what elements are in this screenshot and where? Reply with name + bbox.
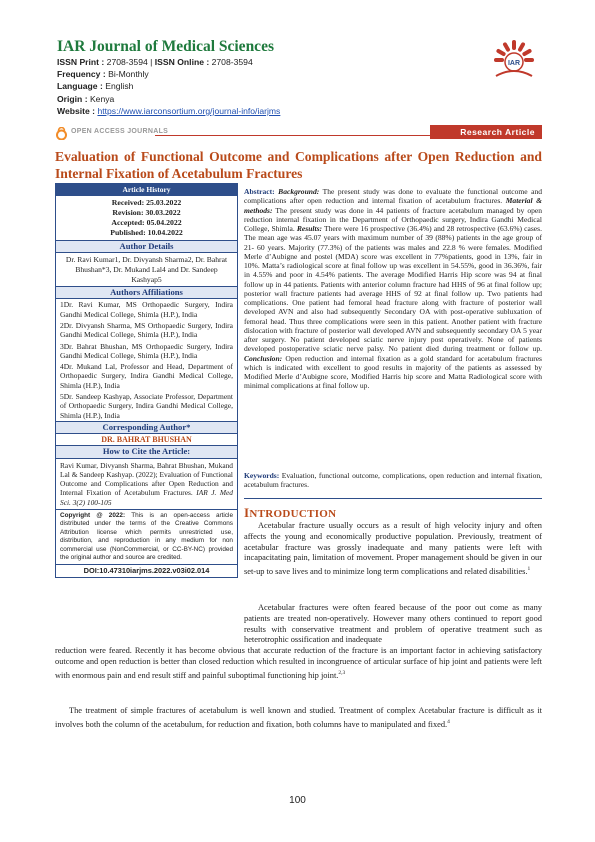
intro-p3-text: The treatment of simple fractures of acetabulum is well known and studied. Treatment of complex Acetabular fracture is difficult as it involves both the column of the acetabulum, for reduction and fixation, both columns have to manipulated and fixed. — [55, 706, 542, 729]
affiliation-2: 2Dr. Divyansh Sharma, MS Orthopaedic Surgery, Indira Gandhi Medical College, Shimla (H.P.), India — [60, 320, 233, 340]
website-line — [57, 106, 280, 116]
methods-text: The present study was done in 44 patients of fracture acetabulum managed by open reduction internal fixation in the Department of Orthopaedic surgery, Indira Gandhi Medical College, Shimla. — [244, 205, 542, 233]
open-access-row — [55, 126, 542, 140]
author-details-heading: Author Details — [56, 240, 237, 253]
published-date: Published: 10.04.2022 — [110, 228, 183, 238]
page-number: 100 — [289, 795, 306, 806]
origin-line — [57, 94, 114, 104]
copyright-text: This is an open-access article distributed under the terms of the Creative Commons Attribution license which permits unrestricted use, distribution, and reproduction in any medium for non commercial use (NonCommercial, or CC-BY-NC) provided the original author and source are credited. — [60, 512, 233, 562]
article-title: Evaluation of Functional Outcome and Complications after Open Reduction and Internal Fixation of Acetabulum Fractures — [55, 149, 542, 181]
methods-label: Material & methods: — [244, 196, 542, 215]
background-label: Background: — [278, 187, 320, 196]
conclusion-label: Conclusion: — [244, 353, 283, 363]
intro-heading-initial: I — [244, 505, 250, 520]
affiliation-3: 3Dr. Bahrat Bhushan, MS Orthopaedic Surgery, Indira Gandhi Medical College, Shimla (H.P.), India — [60, 341, 233, 360]
keywords — [244, 471, 542, 490]
cite-heading: How to Cite the Article: — [56, 445, 237, 458]
doi: DOI:10.47310iarjms.2022.v03i02.014 — [56, 564, 237, 576]
citation — [56, 459, 237, 509]
origin-value: Kenya — [89, 94, 115, 104]
origin-label: Origin : — [57, 94, 88, 104]
article-info-sidebar — [55, 183, 238, 578]
conclusion-text: Open reduction and internal fixation as a gold standard for acetabulum fractures which is indicated with excellent to good results in majority of the patients as assessed by Modified Merle d’Aubigne score, Modified Harris hip score and Matta Radiological score with minimal complications at final follow up. — [244, 353, 542, 391]
issn-line: ISSN Print : 2708-3594 | ISSN Online : 2708-3594 — [57, 57, 253, 67]
header-divider — [155, 135, 442, 136]
corresponding-heading: Corresponding Author* — [56, 421, 237, 434]
results-text: There were 16 prospective (36.4%) and 28 retrospective (63.6%) cases. The mean age was 45.07 years with maximum number of 39 (88%) patients in the age group of 21- 60 years. Majority (77.3%) of the patients was males and 22.8 % were females. Modified Merle d’Aubigne and postel (MDA) score was excellent in 77%patients, good in 13%, fair in 10%. Matta’s radiological score at final follow up was excellent in 54.55%, good in 36.36%, fair in 4.55% and poor in 4.54% patients. The average Modified Harris Hip score was 94 at final follow up in 44 patients. Patients with anterior column fracture had HHS of 96 at final follow up; posterior wall fracture patients had average HHS of 92 at final follow up. Two patients had complications. One patient had femoral head fracture along with fracture of posterior wall developed AVN and also had subsequently Secondary OA with post-operative subluxation of femoral head. Thus three complications were seen in this patient. Another patient with fracture dislocation with fracture of posterior wall developed AVN and subsequently secondary OA 5 year after surgery. No patient developed sciatic nerve injury post operatively. None of patients developed postoperative sciatic nerve palsy. No patient died during treatment or follow up. — [244, 224, 542, 354]
introduction-heading — [244, 505, 336, 521]
affiliation-5: 5Dr. Sandeep Kashyap, Associate Professor, Department of Orthopaedic Surgery, Indira Gandhi Medical College, Shimla (H.P.), India — [60, 392, 233, 420]
history-heading: Article History — [56, 184, 237, 196]
citation-journal: IAR J. Med Sci. 3(2) 100-105 — [60, 488, 233, 507]
intro-p1-ref: 1 — [527, 566, 531, 573]
intro-paragraph-2-start: Acetabular fractures were often feared because of the poor out come as many patients are treated non-operatively. However many others continued to report good results with conservative treatment and problem of operative treatment such as heterotrophic ossification and inadequate — [244, 603, 542, 645]
intro-p3-ref: 4 — [447, 718, 450, 725]
open-access-label: OPEN ACCESS JOURNALS — [71, 128, 169, 135]
intro-paragraph-3 — [55, 706, 542, 730]
journal-logo-icon — [486, 38, 542, 84]
abstract — [244, 187, 542, 391]
citation-text: Ravi Kumar, Divyansh Sharma, Bahrat Bhushan, Mukand Lal & Sandeep Kashyap. (2022); Evaluation of Functional Outcome and Complications after Open Reduction and Internal Fixation of Acetabulum Fractures. — [60, 460, 233, 498]
intro-paragraph-1 — [244, 521, 542, 578]
intro-p2-cont-text: reduction were feared. Recently it has become obvious that accurate reduction of the fracture is an important factor in achieving satisfactory outcome and open reduction is better than closed reduction which resulted in incongruence of articular surface of hip joint and patients were left with enormous pain and end result stiff and painful suboptimal functioning hip joint. — [55, 646, 542, 680]
section-divider — [244, 498, 542, 499]
intro-paragraph-2-cont — [55, 646, 542, 681]
affiliation-4: 4Dr. Mukand Lal, Professor and Head, Department of Orthopaedic Surgery, Indira Gandhi Medical College, Shimla (H.P.), India — [60, 362, 233, 390]
journal-title: IAR Journal of Medical Sciences — [57, 38, 274, 55]
issn-online-label: ISSN Online : — [154, 57, 210, 67]
intro-p1-text: Acetabular fracture usually occurs as a result of high velocity injury and often affects the young and economically productive population. Previously, treatment of acetabular fracture was grossly inadequate and many patients were left with incapacitating pain, limitation of movement. Proper management should be given in our set-up to save lives and to minimize long term complications and related disabilities. — [244, 521, 542, 576]
abstract-label: Abstract: — [244, 187, 275, 196]
intro-heading-rest: NTRODUCTION — [249, 508, 337, 520]
open-access-lock-icon — [55, 127, 68, 140]
results-label: Results: — [296, 224, 323, 233]
keywords-text: Evaluation, functional outcome, complications, open reduction and internal fixation, acetabulum fractures. — [244, 471, 542, 490]
issn-print: 2708-3594 — [106, 57, 148, 67]
language-label: Language : — [57, 81, 103, 91]
frequency-label: Frequency : — [57, 69, 106, 79]
website-link[interactable]: https://www.iarconsortium.org/journal-info/iarjms — [97, 106, 281, 116]
affiliation-1: 1Dr. Ravi Kumar, MS Orthopaedic Surgery, Indira Gandhi Medical College, Shimla (H.P.), India — [60, 300, 233, 319]
received-date: Received: 25.03.2022 — [111, 198, 182, 208]
keywords-label: Keywords: — [244, 471, 280, 480]
intro-p2-ref: 2,3 — [338, 669, 346, 676]
issn-online: 2708-3594 — [211, 57, 253, 67]
logo-text: IAR — [507, 60, 521, 67]
author-list: Dr. Ravi Kumar1, Dr. Divyansh Sharma2, Dr. Bahrat Bhushan*3, Dr. Mukand Lal4 and Dr. Sandeep Kashyap5 — [65, 255, 228, 284]
language-line — [57, 81, 133, 91]
revision-date: Revision: 30.03.2022 — [112, 208, 181, 218]
frequency-value: Bi-Monthly — [108, 69, 149, 79]
accepted-date: Accepted: 05.04.2022 — [111, 218, 182, 228]
website-label: Website : — [57, 106, 96, 116]
copyright-label: Copyright @ 2022: — [60, 512, 126, 520]
corresponding-author: DR. BAHRAT BHUSHAN — [101, 435, 192, 445]
article-dates — [56, 196, 237, 240]
article-type-badge: Research Article — [430, 125, 542, 139]
frequency-line — [57, 69, 149, 79]
affiliations-heading: Authors Affiliations — [56, 286, 237, 299]
language-value: English — [105, 81, 134, 91]
background-text: The present study was done to evaluate the functional outcome and complications after open reduction and internal fixation of acetabulum fractures. — [244, 187, 542, 206]
issn-print-label: ISSN Print : — [57, 57, 105, 67]
copyright-notice — [56, 509, 237, 564]
